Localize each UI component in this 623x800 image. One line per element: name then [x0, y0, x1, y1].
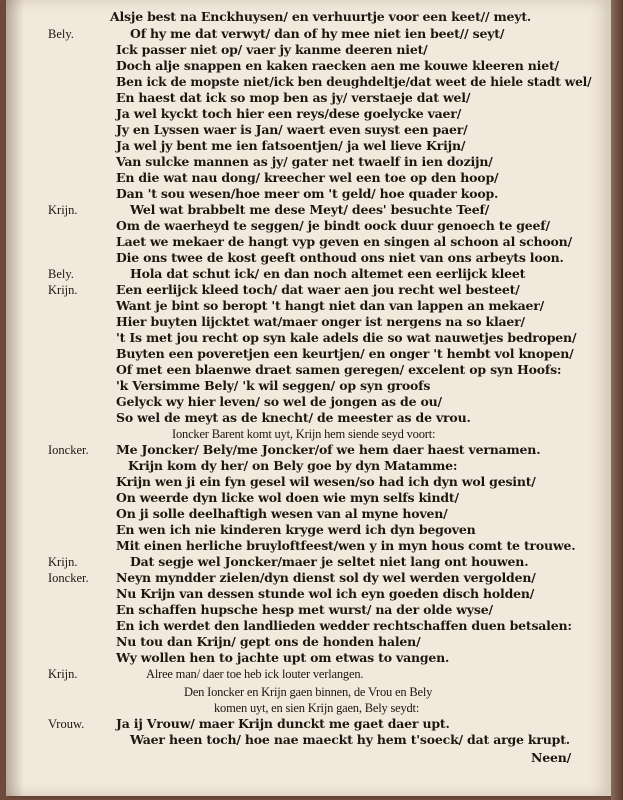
page-edge — [611, 0, 623, 800]
verse-line: Want je bint so beropt 't hangt niet dan van lappen an mekaer/ — [116, 298, 544, 313]
verse-line: Een eerlijck kleed toch/ dat waer aen jou recht wel besteet/ — [116, 282, 520, 297]
verse-line: Van sulcke mannen as jy/ gater net twaelf in ien dozijn/ — [116, 154, 493, 169]
verse-line: Mit einen herliche bruyloftfeest/wen y in myn hous comt te trouwe. — [116, 538, 576, 553]
verse-line: En wen ich nie kinderen kryge werd ich dyn begoven — [116, 522, 476, 537]
verse-line: Dan 't sou wesen/hoe meer om 't geld/ hoe quader koop. — [116, 186, 499, 201]
verse-line: Ja ij Vrouw/ maer Krijn dunckt me gaet daer upt. — [116, 716, 450, 731]
verse-line: Gelyck wy hier leven/ so wel de jongen as de ou/ — [116, 394, 442, 409]
verse-line: Dat segje wel Joncker/maer je seltet niet lang ont houwen. — [130, 554, 529, 569]
verse-line: Buyten een poveretjen een keurtjen/ en onger 't hembt vol knopen/ — [116, 346, 574, 361]
verse-line: Waer heen toch/ hoe nae maeckt hy hem t'soeck/ dat arge krupt. — [130, 732, 570, 747]
verse-line: Ick passer niet op/ vaer jy kanme deeren niet/ — [116, 42, 428, 57]
speaker-label: Bely. — [48, 267, 74, 281]
stage-direction: Den Ioncker en Krijn gaen binnen, de Vrou en Bely — [184, 685, 433, 699]
verse-line: Nu Krijn van dessen stunde wol ich eyn goeden disch holden/ — [116, 586, 535, 601]
speaker-label: Krijn. — [48, 283, 78, 297]
stage-direction: komen uyt, en sien Krijn gaen, Bely seydt: — [214, 701, 420, 715]
catchword: Neen/ — [531, 750, 571, 765]
verse-line: Die ons twee de kost geeft onthoud ons niet van ons arbeyts loon. — [116, 250, 564, 265]
verse-line: On ji solle deelhaftigh wesen van al myne hoven/ — [116, 506, 448, 521]
speaker-label: Ioncker. — [48, 571, 89, 585]
speaker-label: Krijn. — [48, 555, 78, 569]
verse-line: Hier buyten lijcktet wat/maer onger ist nergens na so klaer/ — [116, 314, 525, 329]
verse-line: Ja wel kyckt toch hier een reys/dese goelycke vaer/ — [116, 106, 462, 121]
stage-direction: Ioncker Barent komt uyt, Krijn hem siende seyd voort: — [172, 427, 436, 441]
verse-line: Jy en Lyssen waer is Jan/ waert even suyst een paer/ — [116, 122, 468, 137]
verse-line: En haest dat ick so mop ben as jy/ verstaeje dat wel/ — [116, 90, 471, 105]
speaker-label: Bely. — [48, 27, 74, 41]
verse-line: Alree man/ daer toe heb ick louter verlangen. — [146, 667, 364, 681]
verse-line: Of hy me dat verwyt/ dan of hy mee niet ien beet// seyt/ — [130, 26, 505, 41]
verse-line: Krijn wen ji ein fyn gesel wil wesen/so had ich dyn wol gesint/ — [116, 474, 536, 489]
speaker-label: Ioncker. — [48, 443, 89, 457]
verse-line: Wel wat brabbelt me dese Meyt/ dees' besuchte Teef/ — [130, 202, 490, 217]
verse-line: Neyn myndder zielen/dyn dienst sol dy wel werden vergolden/ — [116, 570, 536, 585]
verse-line: So wel de meyt as de knecht/ de meester as de vrou. — [116, 410, 471, 425]
verse-line: Wy wollen hen to jachte upt om etwas to vangen. — [116, 650, 450, 665]
speaker-label: Krijn. — [48, 667, 78, 681]
verse-line: Krijn kom dy her/ on Bely goe by dyn Matamme: — [128, 458, 458, 473]
verse-line: Me Joncker/ Bely/me Joncker/of we hem daer haest vernamen. — [116, 442, 541, 457]
verse-line: En schaffen hupsche hesp met wurst/ na der olde wyse/ — [116, 602, 493, 617]
verse-line: Laet we mekaer de hangt vyp geven en singen al schoon al schoon/ — [116, 234, 572, 249]
verse-line: 'k Versimme Bely/ 'k wil seggen/ op syn groofs — [116, 378, 431, 393]
verse-line: Om de waerheyd te seggen/ je bindt oock duur genoech te geef/ — [116, 218, 550, 233]
verse-line: Hola dat schut ick/ en dan noch altemet een eerlijck kleet — [130, 266, 526, 281]
verse-line: En die wat nau dong/ kreecher wel een toe op den hoop/ — [116, 170, 499, 185]
verse-line: Alsje best na Enckhuysen/ en verhuurtje voor een keet// meyt. — [110, 9, 532, 24]
speaker-label: Krijn. — [48, 203, 78, 217]
verse-line: Ja wel jy bent me ien fatsoentjen/ ja wel lieve Krijn/ — [116, 138, 466, 153]
verse-line: Of met een blaenwe draet samen geregen/ excelent op syn Hoofs: — [116, 362, 562, 377]
speaker-label: Vrouw. — [48, 717, 85, 731]
verse-line: Doch alje snappen en kaken raecken aen me kouwe kleeren niet/ — [116, 58, 559, 73]
verse-line: En ich werdet den landlieden wedder rechtschaffen duen betsalen: — [116, 618, 572, 633]
verse-line: Nu tou dan Krijn/ gept ons de honden halen/ — [116, 634, 421, 649]
verse-line: 't Is met jou recht op syn kale adels die so wat nauwetjes bedropen/ — [116, 330, 577, 345]
verse-line: On weerde dyn licke wol doen wie myn selfs kindt/ — [116, 490, 459, 505]
verse-line: Ben ick de mopste niet/ick ben deughdeltje/dat weet de hiele stadt wel/ — [116, 74, 592, 89]
